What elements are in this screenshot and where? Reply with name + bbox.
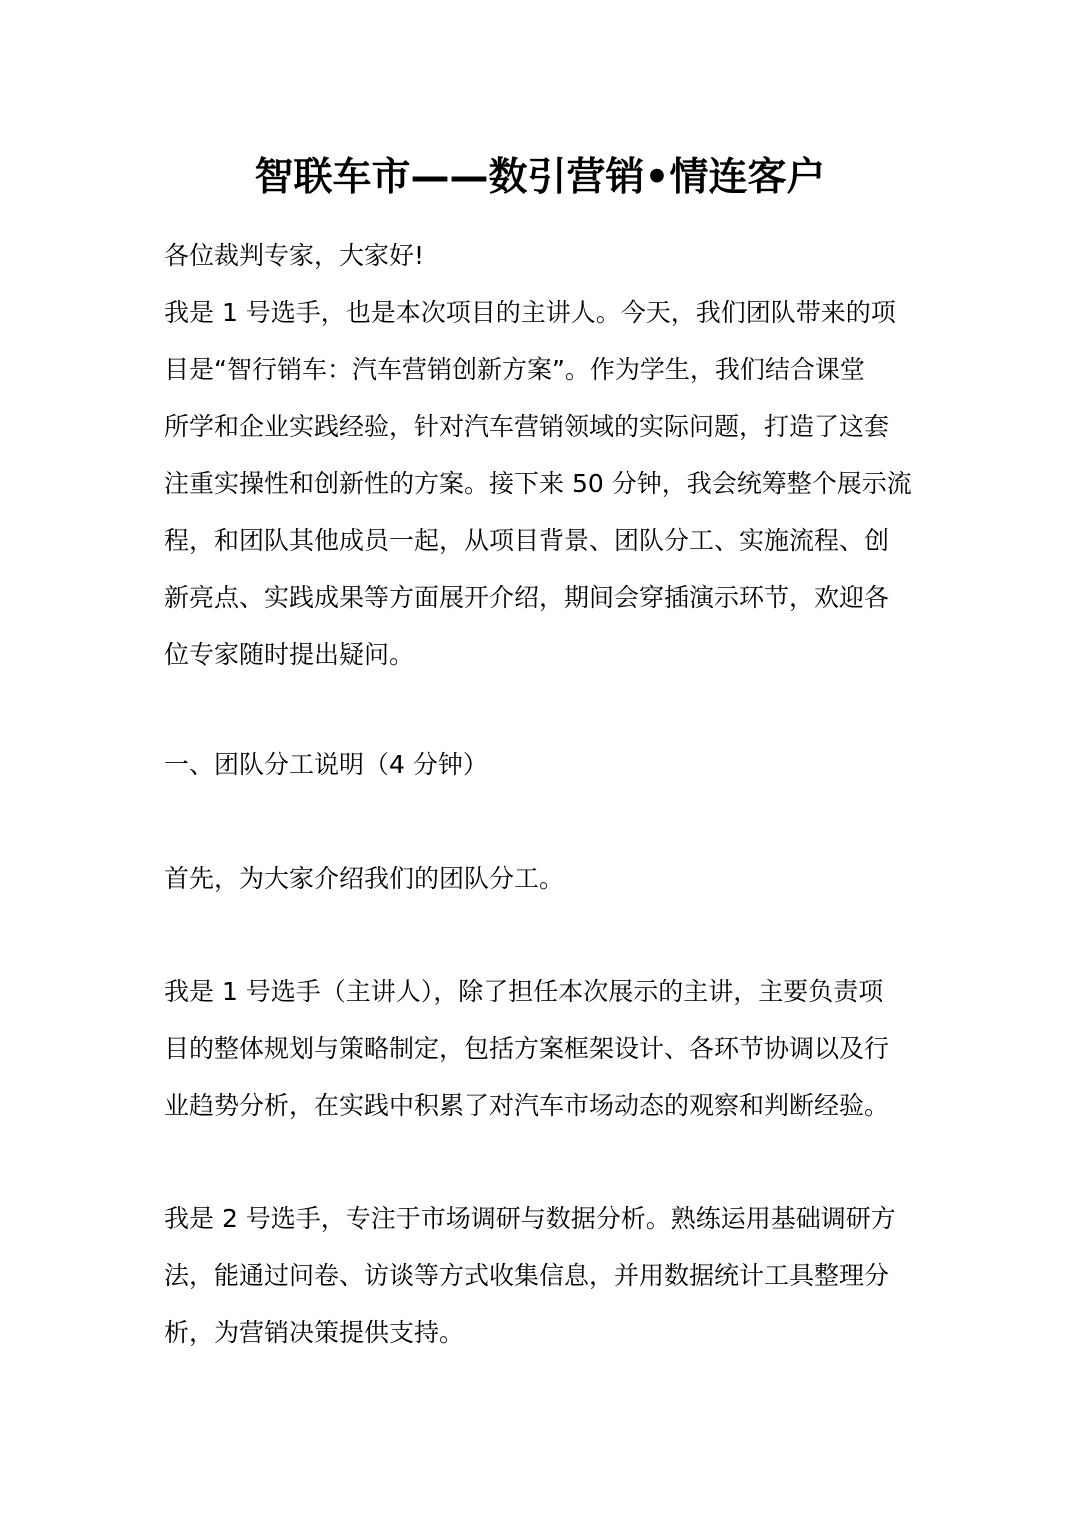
member2-line: 析，为营销决策提供支持。 xyxy=(164,1318,465,1347)
intro-line: 目是“智行销车：汽车营销创新方案”。作为学生，我们结合课堂 xyxy=(164,355,865,384)
intro-line: 新亮点、实践成果等方面展开介绍，期间会穿插演示环节，欢迎各 xyxy=(164,583,890,612)
member1-line: 业趋势分析，在实践中积累了对汽车市场动态的观察和判断经验。 xyxy=(164,1091,890,1120)
section-heading-text: 一、团队分工说明（4 分钟） xyxy=(164,750,488,779)
greeting-line: 各位裁判专家，大家好! xyxy=(164,241,425,270)
intro-line: 所学和企业实践经验，针对汽车营销领域的实际问题，打造了这套 xyxy=(164,412,890,441)
section-heading xyxy=(164,736,924,793)
team-intro-paragraph xyxy=(164,850,924,907)
member1-paragraph xyxy=(164,963,924,1134)
member1-line: 我是 1 号选手（主讲人），除了担任本次展示的主讲，主要负责项 xyxy=(164,977,884,1006)
intro-paragraph xyxy=(164,284,924,683)
intro-line: 注重实操性和创新性的方案。接下来 50 分钟，我会统筹整个展示流 xyxy=(164,469,912,498)
member2-paragraph xyxy=(164,1190,924,1361)
greeting-paragraph xyxy=(164,227,924,284)
member2-line: 法，能通过问卷、访谈等方式收集信息，并用数据统计工具整理分 xyxy=(164,1261,890,1290)
member2-line: 我是 2 号选手，专注于市场调研与数据分析。熟练运用基础调研方 xyxy=(164,1204,896,1233)
team-intro-line: 首先，为大家介绍我们的团队分工。 xyxy=(164,864,565,893)
member1-line: 目的整体规划与策略制定，包括方案框架设计、各环节协调以及行 xyxy=(164,1034,890,1063)
document-title: 智联车市——数引营销•情连客户 xyxy=(254,155,826,200)
intro-line: 我是 1 号选手，也是本次项目的主讲人。今天，我们团队带来的项 xyxy=(164,298,896,327)
intro-line: 程，和团队其他成员一起，从项目背景、团队分工、实施流程、创 xyxy=(164,526,890,555)
intro-line: 位专家随时提出疑问。 xyxy=(164,640,415,669)
